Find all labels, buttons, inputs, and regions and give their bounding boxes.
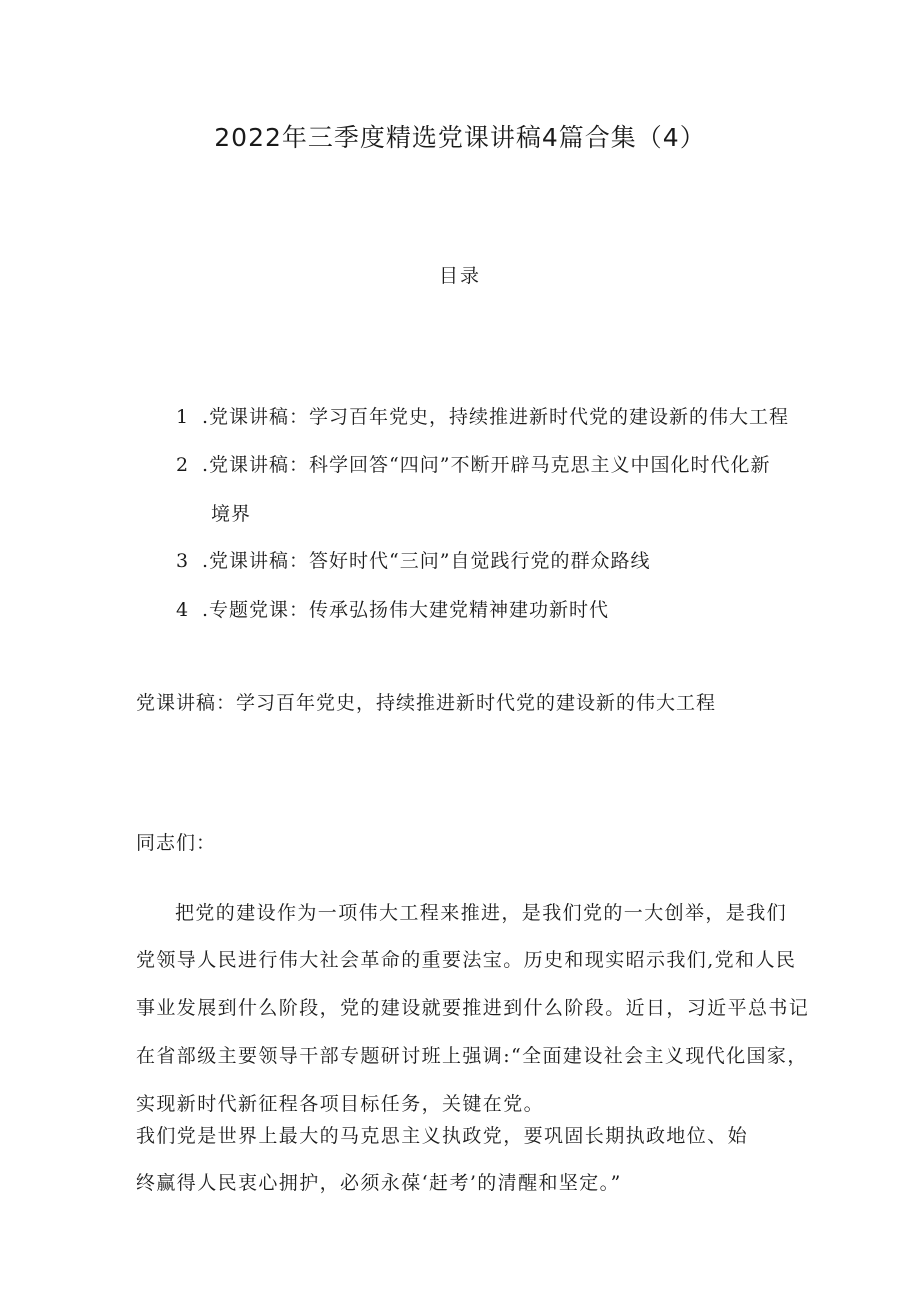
paragraph-line-3: 事业发展到什么阶段，党的建设就要推进到什么阶段。近日，习近平总书记: [136, 997, 810, 1019]
salutation: 同志们：: [136, 832, 217, 854]
toc-item-3[interactable]: [176, 549, 650, 573]
paragraph-line-4: 在省部级主要领导干部专题研讨班上强调:“全面建设社会主义现代化国家，: [136, 1045, 808, 1067]
toc-item-number: 4: [176, 599, 190, 621]
toc-item-number: 2: [176, 454, 190, 476]
paragraph-line-2: 党领导人民进行伟大社会革命的重要法宝。历史和现实昭示我们,党和人民: [136, 949, 797, 971]
section-title: 党课讲稿：学习百年党史，持续推进新时代党的建设新的伟大工程: [136, 692, 717, 714]
toc-heading: 目录: [438, 265, 481, 287]
toc-item-text: .党课讲稿：科学回答“四问”不断开辟马克思主义中国化时代化新: [202, 454, 771, 476]
toc-item-1[interactable]: [176, 405, 789, 429]
paragraph-line-6: 我们党是世界上最大的马克思主义执政党，要巩固长期执政地位、始: [136, 1125, 749, 1147]
paragraph-line-7: 终赢得人民衷心拥护，必须永葆‘赶考’的清醒和坚定。”: [136, 1172, 622, 1194]
paragraph-line-5: 实现新时代新征程各项目标任务，关键在党。: [136, 1093, 545, 1115]
paragraph-line-1: 把党的建设作为一项伟大工程来推进，是我们党的一大创举，是我们: [175, 902, 788, 924]
toc-item-2[interactable]: [176, 453, 770, 477]
toc-item-text: .党课讲稿：答好时代“三问”自觉践行党的群众路线: [202, 550, 651, 572]
toc-item-number: 1: [176, 406, 190, 428]
toc-item-text: .专题党课：传承弘扬伟大建党精神建功新时代: [202, 599, 610, 621]
document-title: 2022年三季度精选党课讲稿4篇合集（4）: [214, 123, 706, 152]
toc-item-number: 3: [176, 550, 190, 572]
toc-item-4[interactable]: [176, 598, 609, 622]
toc-item-2-continuation: 境界: [211, 503, 252, 525]
toc-item-text: .党课讲稿：学习百年党史，持续推进新时代党的建设新的伟大工程: [202, 406, 790, 428]
